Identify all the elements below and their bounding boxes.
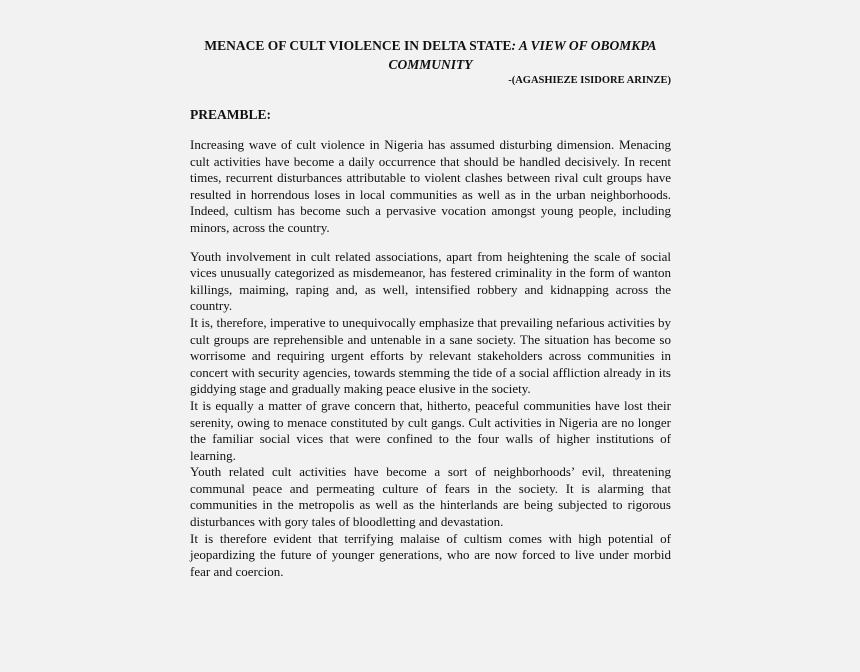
paragraph-2: Youth involvement in cult related associations, apart from heightening the scale of social vices unusually categorized as misdemeanor, has festered criminality in the form of wanton killings, maiming, raping and, as well, intensified robbery and kidnapping across the country. [190, 248, 671, 314]
author-line: -(AGASHIEZE ISIDORE ARINZE) [508, 75, 671, 86]
document-title [190, 36, 671, 74]
paragraph-5: Youth related cult activities have become a sort of neighborhoods’ evil, threatening communal peace and permeating culture of fears in the society. It is alarming that communities in the metropolis as well as the hinterlands are being subjected to rigorous disturbances with gory tales of bloodletting and devastation. [190, 464, 671, 530]
title-main: MENACE OF CULT VIOLENCE IN DELTA STATE [204, 38, 512, 53]
paragraph-1: Increasing wave of cult violence in Nigeria has assumed disturbing dimension. Menacing cult activities have become a daily occurrence that should be handled decisively. In recent times, recurrent disturbances attributable to violent clashes between rival cult groups have resulted in horrendous loses in local communities as well as in the urban neighborhoods. Indeed, cultism has become such a pervasive vocation amongst young people, including minors, across the country. [190, 137, 671, 235]
document-page [190, 36, 671, 580]
paragraph-6: It is therefore evident that terrifying malaise of cultism comes with high potential of jeopardizing the future of younger generations, who are now forced to live under morbid fear and coercion. [190, 530, 671, 579]
paragraph-3: It is, therefore, imperative to unequivocally emphasize that prevailing nefarious activities by cult groups are reprehensible and untenable in a sane society. The situation has become so worrisome and requiring urgent efforts by relevant stakeholders across communities in concert with security agencies, towards stemming the tide of a social affliction already in its giddying stage and gradually making peace elusive in the society. [190, 314, 671, 397]
section-heading: PREAMBLE: [190, 107, 271, 122]
title-subtitle: : A VIEW OF OBOMKPA COMMUNITY [388, 38, 657, 72]
paragraph-4: It is equally a matter of grave concern that, hitherto, peaceful communities have lost their serenity, owing to menace constituted by cult gangs. Cult activities in Nigeria are no longer the familiar social vices that were confined to the four walls of higher institutions of learning. [190, 397, 671, 463]
